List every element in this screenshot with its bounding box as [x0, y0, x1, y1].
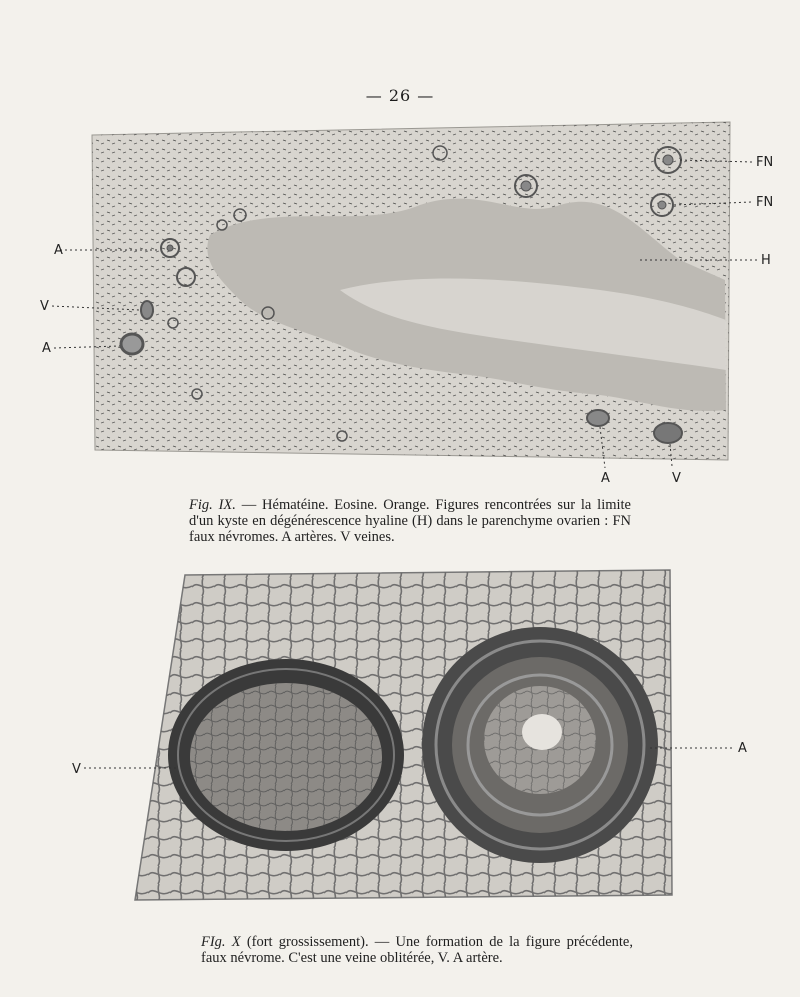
page-number: — 26 — — [365, 86, 435, 105]
figure-ix-caption-text: — Hématéine. Eosine. Orange. Figures rencontrées sur la limite d'un kyste en dégénérescence hyaline (H) dans le parenchyme ovarien : FN faux névromes. A artères. V veines. — [189, 496, 631, 545]
label-a: A — [738, 741, 747, 756]
obliterated-vein — [168, 659, 404, 851]
figure-ix-illustration — [40, 120, 780, 490]
figure-ix-caption — [189, 497, 631, 545]
label-v-bottom: V — [672, 471, 681, 486]
label-v-left: V — [40, 299, 49, 314]
label-h: H — [761, 253, 771, 268]
figure-x-label: FIg. X — [201, 933, 241, 950]
figure-ix-label: Fig. IX. — [189, 496, 236, 513]
figure-x-caption-text: (fort grossissement). — Une formation de la figure précédente, faux névrome. C'est une veine oblitérée, V. A artère. — [201, 933, 633, 966]
figure-x-caption — [201, 934, 633, 966]
label-a-lower: A — [42, 341, 51, 356]
label-a-upper: A — [54, 243, 63, 258]
figure-ix-drawing — [40, 120, 780, 490]
label-v: V — [72, 762, 81, 777]
figure-x-illustration — [60, 560, 780, 910]
artery — [422, 627, 658, 863]
label-fn-top: FN — [756, 155, 774, 170]
label-a-bottom: A — [601, 471, 610, 486]
label-fn-bottom: FN — [756, 195, 774, 210]
figure-x-drawing — [60, 560, 780, 910]
